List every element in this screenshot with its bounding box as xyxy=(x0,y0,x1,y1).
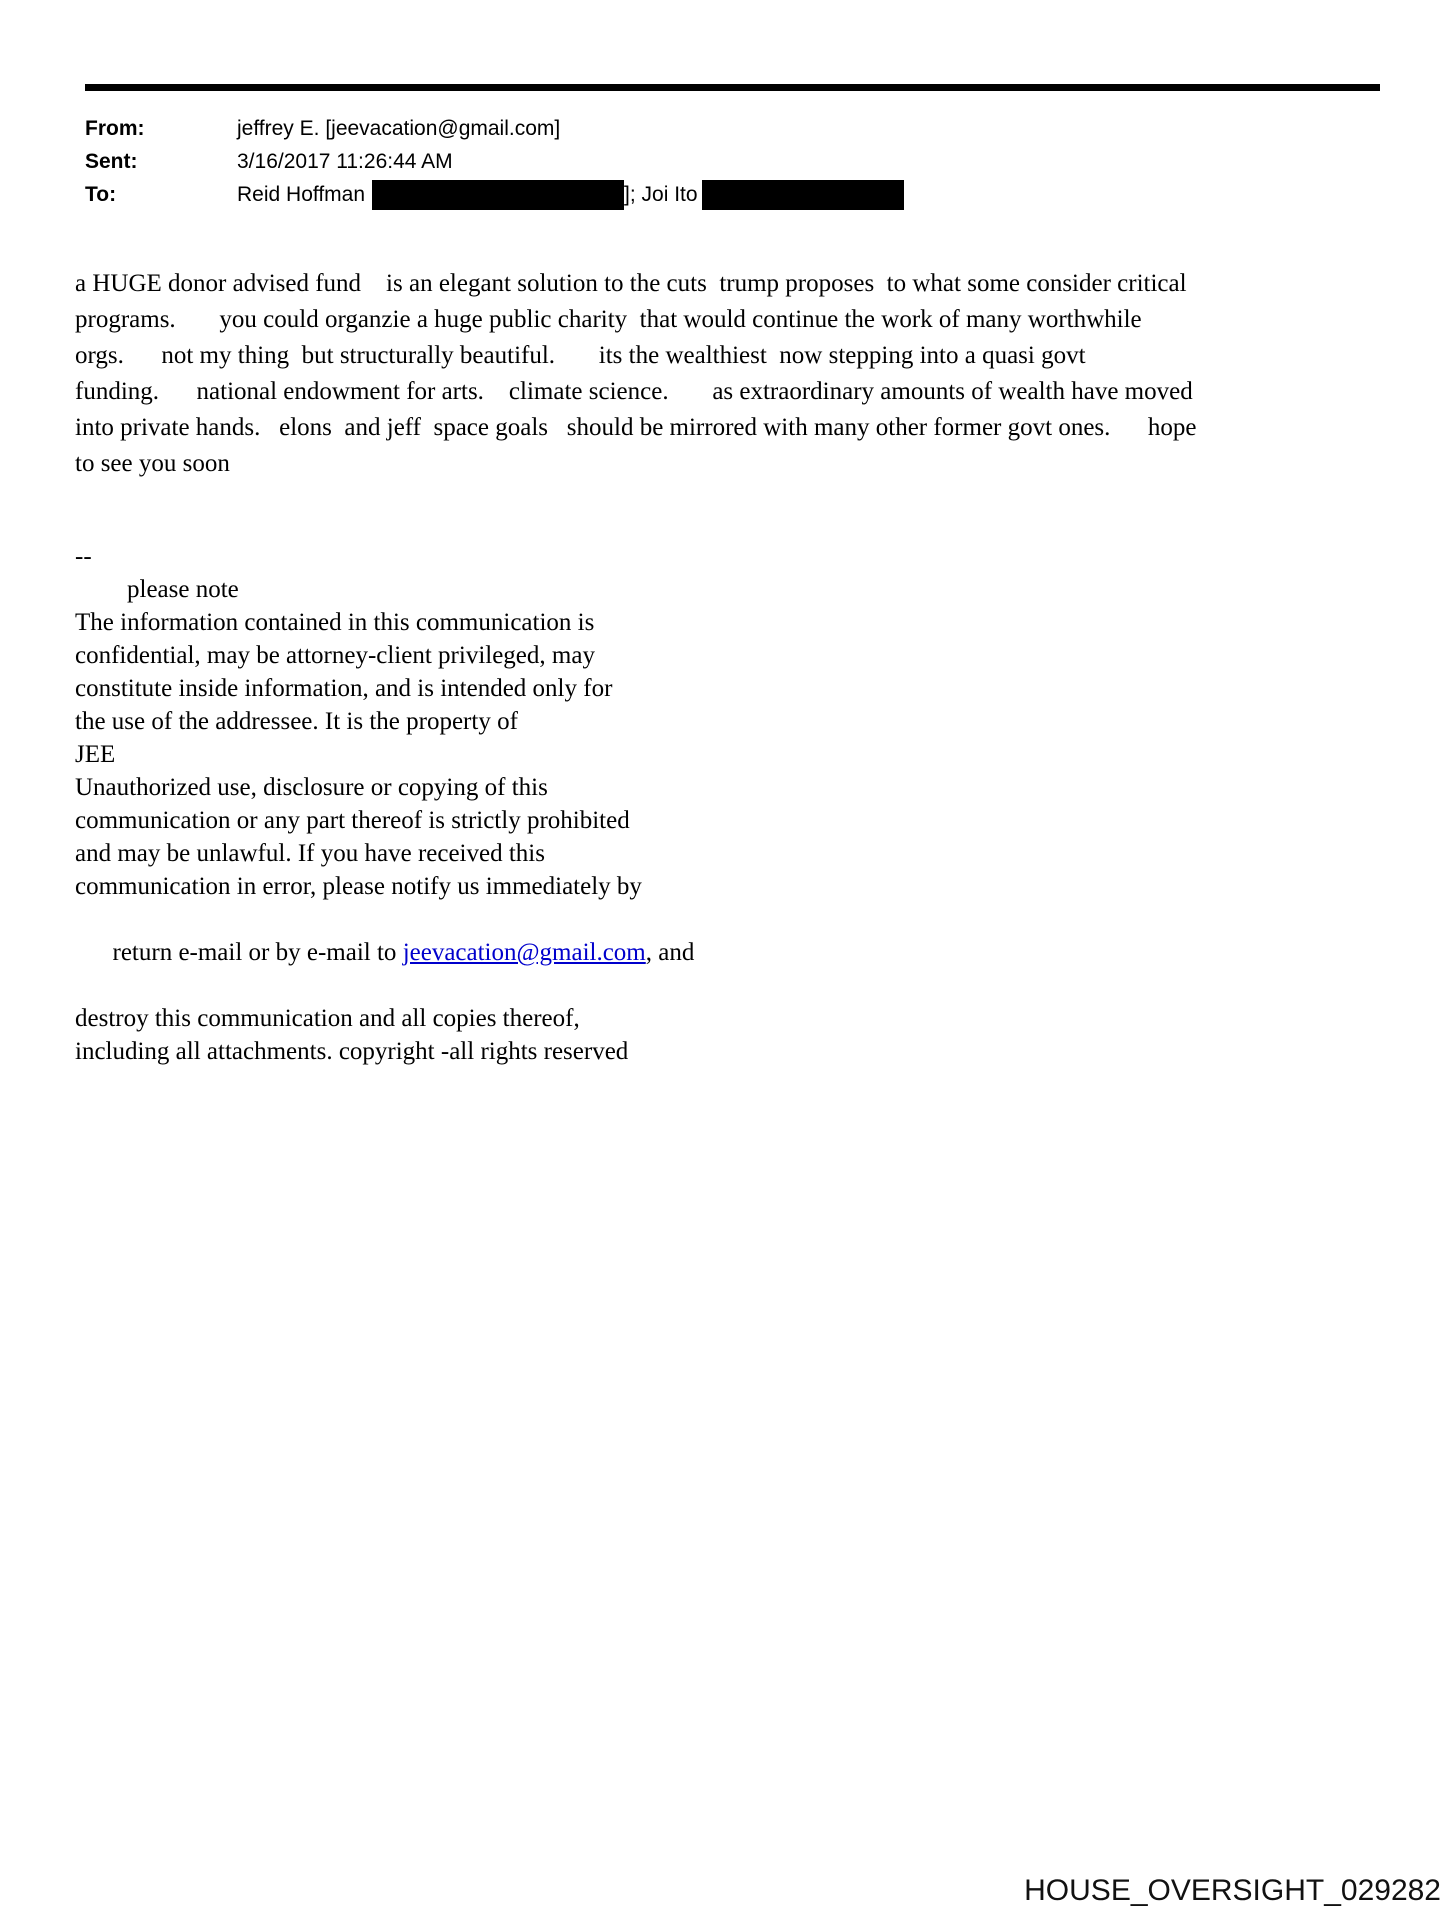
email-header xyxy=(85,112,904,211)
to-recipient-joi-ito: ]; Joi Ito xyxy=(624,183,698,206)
sent-label: Sent: xyxy=(85,150,138,173)
body-line: to see you soon xyxy=(75,450,230,477)
body-line: funding. national endowment for arts. climate science. as extraordinary amounts of wealth have moved xyxy=(75,378,1193,405)
disclaimer-line: constitute inside information, and is intended only for xyxy=(75,675,613,702)
disclaimer-line: the use of the addressee. It is the property of xyxy=(75,708,518,735)
from-label: From: xyxy=(85,117,145,140)
disclaimer-line: The information contained in this communication is xyxy=(75,609,595,636)
email-address-link[interactable]: jeevacation@gmail.com xyxy=(402,939,646,966)
email-line-prefix: return e-mail or by e-mail to xyxy=(112,939,403,966)
disclaimer-email-line xyxy=(75,903,694,1002)
to-recipient-reid-hoffman: Reid Hoffman xyxy=(237,183,366,206)
to-row xyxy=(85,178,904,211)
header-divider-rule xyxy=(85,84,1380,91)
disclaimer-line: confidential, may be attorney-client privileged, may xyxy=(75,642,595,669)
disclaimer-line: communication or any part thereof is strictly prohibited xyxy=(75,807,630,834)
sent-row xyxy=(85,145,904,178)
disclaimer-line: and may be unlawful. If you have received this xyxy=(75,840,545,867)
to-value xyxy=(237,178,904,211)
body-line: into private hands. elons and jeff space goals should be mirrored with many other former govt ones. hope xyxy=(75,414,1197,441)
body-line: programs. you could organzie a huge public charity that would continue the work of many worthwhile xyxy=(75,306,1142,333)
disclaimer-line: communication in error, please notify us immediately by xyxy=(75,873,642,900)
email-body xyxy=(75,266,1197,482)
to-label: To: xyxy=(85,183,117,206)
disclaimer-line: destroy this communication and all copies thereof, xyxy=(75,1005,580,1032)
redaction-bar xyxy=(702,180,904,210)
signature-separator: -- xyxy=(75,543,92,570)
sent-value: 3/16/2017 11:26:44 AM xyxy=(237,150,453,173)
body-line: orgs. not my thing but structurally beautiful. its the wealthiest now stepping into a quasi govt xyxy=(75,342,1086,369)
disclaimer-line: JEE xyxy=(75,741,116,768)
signature-disclaimer-block xyxy=(75,540,694,1068)
bates-number: HOUSE_OVERSIGHT_029282 xyxy=(1024,1874,1441,1907)
from-value: jeffrey E. [jeevacation@gmail.com] xyxy=(237,117,561,140)
email-line-suffix: , and xyxy=(645,939,695,966)
redaction-bar xyxy=(372,180,624,210)
please-note-line: please note xyxy=(127,576,239,603)
from-row xyxy=(85,112,904,145)
disclaimer-line: including all attachments. copyright -all rights reserved xyxy=(75,1038,629,1065)
disclaimer-line: Unauthorized use, disclosure or copying of this xyxy=(75,774,548,801)
body-line: a HUGE donor advised fund is an elegant solution to the cuts trump proposes to what some consider critical xyxy=(75,270,1187,297)
